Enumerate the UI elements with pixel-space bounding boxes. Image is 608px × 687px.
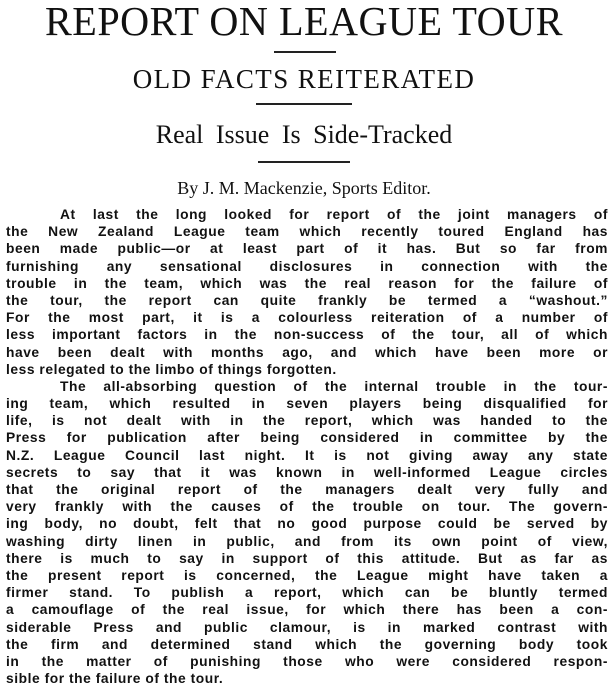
byline: By J. M. Mackenzie, Sports Editor. — [177, 178, 431, 198]
body-line: in the matter of punishing those who were considered respon- — [6, 653, 608, 669]
divider-rule — [274, 51, 336, 53]
body-line: been made public—or at least part of it has. But so far from — [6, 241, 608, 257]
body-line: firmer stand. To publish a report, which can be bluntly termed — [6, 585, 608, 601]
body-line: Press for publication after being considered in committee by the — [6, 430, 608, 446]
body-line: For the most part, it is a colourless reiteration of a number of — [6, 310, 608, 326]
body-line: have been dealt with months ago, and which have been more or — [6, 344, 608, 360]
body-line: N.Z. League Council last night. It is not giving away any state — [6, 447, 608, 463]
divider-rule — [258, 161, 350, 163]
deck-headline: Real Issue Is Side-Tracked — [155, 120, 453, 149]
body-line: secrets to say that it was known in well-informed League circles — [6, 464, 608, 480]
subheadline: OLD FACTS REITERATED — [132, 64, 476, 94]
body-line: very frankly with the causes of the trouble on tour. The govern- — [6, 499, 608, 515]
body-line: At last the long looked for report of the joint managers of — [60, 207, 608, 222]
body-line: trouble in the team, which was the real reason for the failure of — [6, 275, 608, 291]
body-line: life, is not dealt with in the report, which was handed to the — [6, 413, 608, 429]
body-line: sible for the failure of the tour. — [6, 671, 224, 687]
body-line: less important factors in the non-success of the tour, all of which — [6, 327, 608, 343]
body-line: less relegated to the limbo of things forgotten. — [6, 361, 337, 377]
body-line: siderable Press and public clamour, is in marked contrast with — [6, 619, 608, 635]
body-line: that the original report of the managers dealt very fully and — [6, 482, 608, 497]
divider-rule — [256, 103, 352, 105]
body-line: the tour, the report can quite frankly be termed a “washout.” — [6, 292, 608, 308]
headline: REPORT ON LEAGUE TOUR — [45, 0, 563, 44]
body-line: a camouflage of the real issue, for which there has been a con- — [6, 602, 608, 618]
body-line: the New Zealand League team which recently toured England has — [6, 224, 608, 240]
body-line: there is much to say in support of this attitude. But as far as — [6, 550, 608, 566]
body-line: ing team, which resulted in seven players being disqualified for — [6, 396, 608, 412]
article-body — [6, 206, 608, 687]
body-line: The all-absorbing question of the internal trouble in the tour- — [60, 378, 608, 394]
body-line: ing body, no doubt, felt that no good purpose could be served by — [6, 516, 608, 532]
body-line: the present report is concerned, the League might have taken a — [6, 567, 608, 583]
body-line: furnishing any sensational disclosures in connection with the — [6, 258, 608, 274]
body-line: washing dirty linen in public, and from its own point of view, — [6, 533, 608, 549]
body-line: the firm and determined stand which the governing body took — [6, 636, 608, 652]
